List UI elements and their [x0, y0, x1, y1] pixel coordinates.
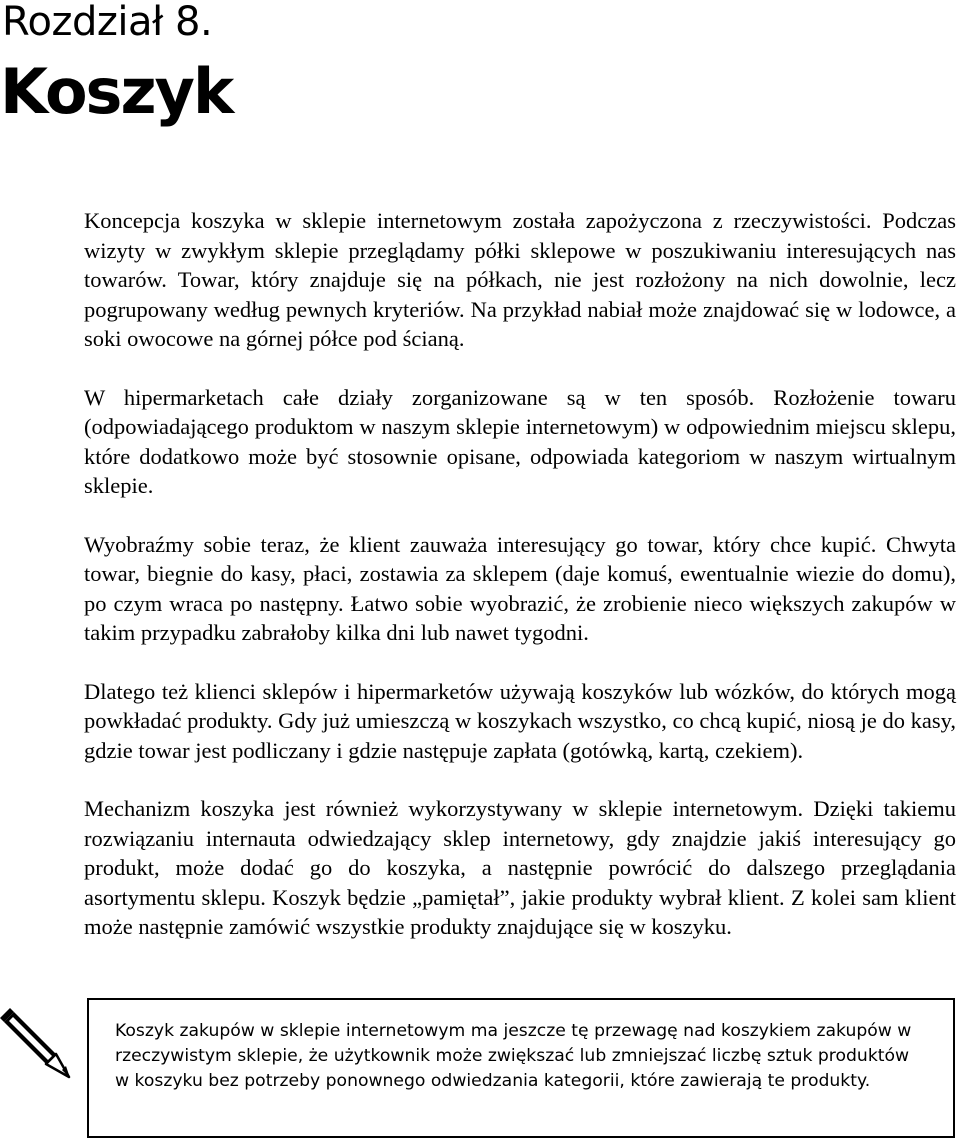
paragraph-1: Koncepcja koszyka w sklepie internetowym została zapożyczona z rzeczywistości. Podczas wizyty w zwykłym sklepie przeglądamy półki sklepowe w poszukiwaniu interesujących nas towarów. Towar, który znajduje się na półkach, nie jest rozłożony na nich dowolnie, lecz pogrupowany według pewnych kryteriów. Na przykład nabiał może znajdować się w lodowce, a soki owocowe na górnej półce pod ścianą. — [84, 208, 956, 351]
body-text — [84, 206, 956, 971]
paragraph-5: Mechanizm koszyka jest również wykorzystywany w sklepie internetowym. Dzięki takiemu rozwiązaniu internauta odwiedzający sklep internetowy, gdy znajdzie jakiś interesujący go produkt, może dodać go do koszyka, a następnie powrócić do dalszego przeglądania asortymentu sklepu. Koszyk będzie „pamiętał”, jakie produkty wybrał klient. Z kolei sam klient może następnie zamówić wszystkie produkty znajdujące się w koszyku. — [84, 796, 956, 939]
paragraph-2: W hipermarketach całe działy zorganizowane są w ten sposób. Rozłożenie towaru (odpowiadającego produktom w naszym sklepie internetowym) w odpowiednim miejscu sklepu, które dodatkowo może być stosownie opisane, odpowiada kategoriom w naszym wirtualnym sklepie. — [84, 384, 956, 498]
paragraph-4: Dlatego też klienci sklepów i hipermarketów używają koszyków lub wózków, do których mogą powkładać produkty. Gdy już umieszczą w koszykach wszystko, co chcą kupić, niosą je do kasy, gdzie towar jest podliczany i gdzie następuje zapłata (gotówką, kartą, czekiem). — [84, 678, 956, 763]
note-text: Koszyk zakupów w sklepie internetowym ma jeszcze tę przewagę nad koszykiem zakupów w rzeczywistym sklepie, że użytkownik może zwiększać lub zmniejszać liczbę sztuk produktów w koszyku bez potrzeby ponownego odwiedzania kategorii, które zawierają te produkty. — [115, 1021, 912, 1091]
chapter-title: Koszyk — [0, 55, 233, 128]
pencil-icon — [0, 1008, 74, 1082]
note-box — [87, 998, 955, 1138]
paragraph-3: Wyobraźmy sobie teraz, że klient zauważa interesujący go towar, który chce kupić. Chwyta towar, biegnie do kasy, płaci, zostawia za sklepem (daje komuś, ewentualnie wiezie do domu), po czym wraca po następny. Łatwo sobie wyobrazić, że zrobienie nieco większych zakupów w takim przypadku zabrałoby kilka dni lub nawet tygodni. — [84, 531, 956, 645]
chapter-label: Rozdział 8. — [2, 0, 213, 45]
